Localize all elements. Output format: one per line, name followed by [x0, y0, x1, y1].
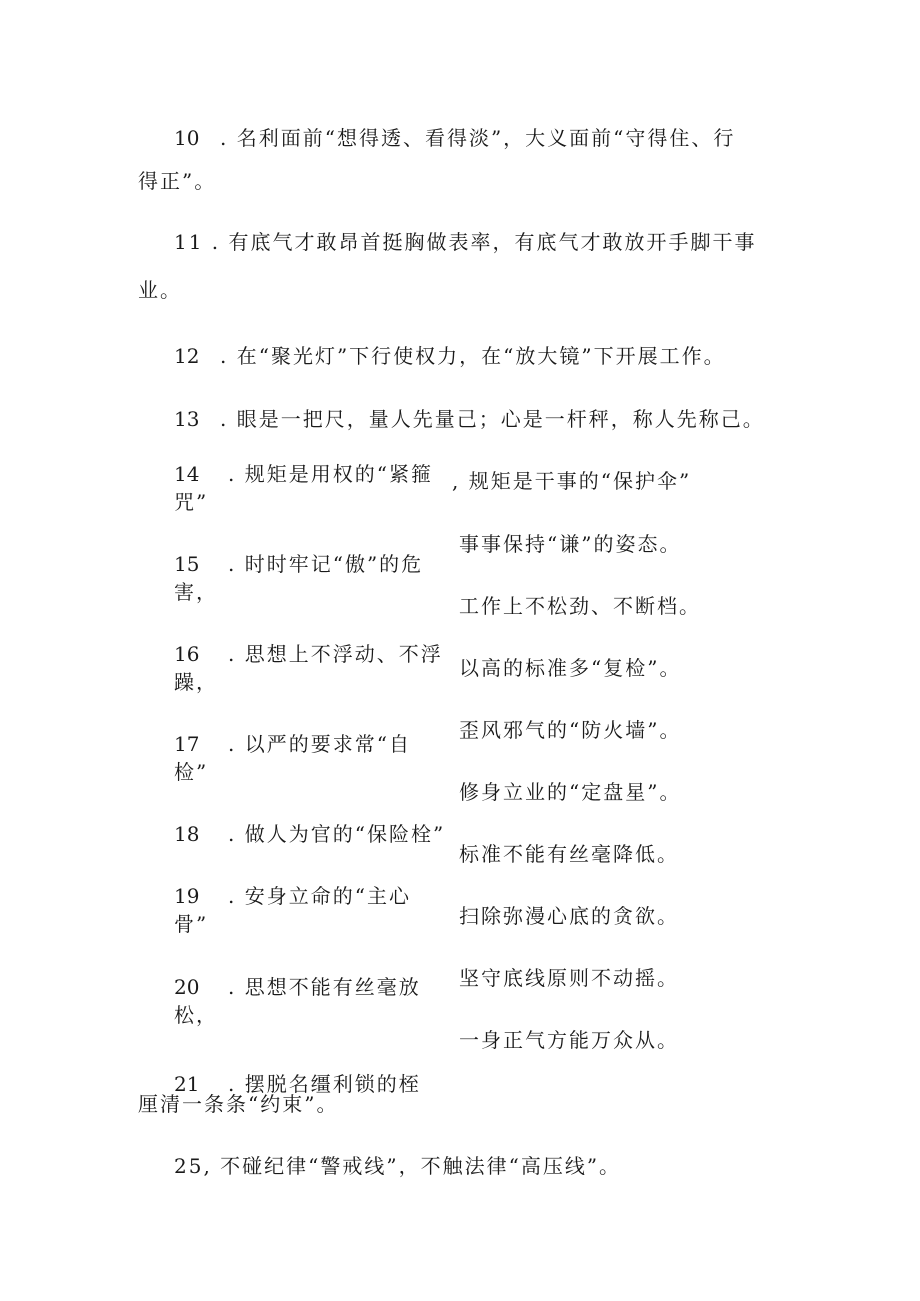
- item-14-text: . 规矩是用权的“紧箍: [228, 462, 433, 486]
- item-10-continuation: 得正”。: [138, 169, 217, 193]
- item-13-text: . 眼是一把尺，量人先量己；心是一杆秤，称人先称己。: [220, 407, 765, 431]
- right-line-6: 修身立业的“定盘星”。: [459, 780, 682, 804]
- item-16-continuation: 躁，: [174, 670, 218, 694]
- item-20-text: . 思想不能有丝毫放: [228, 975, 421, 999]
- item-13-number: 13: [174, 407, 200, 431]
- right-line-8: 扫除弥漫心底的贪欲。: [459, 904, 679, 928]
- item-20-continuation: 松，: [174, 1003, 218, 1027]
- item-10-text: . 名利面前“想得透、看得淡”，大义面前“守得住、行: [220, 126, 736, 150]
- right-line-4: 以高的标准多“复检”。: [459, 656, 682, 680]
- item-11-text: 11 . 有底气才敢昂首挺胸做表率，有底气才敢放开手脚干事: [174, 230, 757, 254]
- item-15-number: 15: [174, 552, 200, 576]
- right-line-10: 一身正气方能万众从。: [459, 1028, 679, 1052]
- item-15-continuation: 害，: [174, 580, 218, 604]
- item-15-text: . 时时牢记“傲”的危: [228, 552, 424, 576]
- right-line-2: 事事保持“谦”的姿态。: [459, 532, 682, 556]
- item-21-number: 21: [174, 1072, 200, 1096]
- right-line-5: 歪风邪气的“防火墙”。: [459, 718, 682, 742]
- item-10-number: 10: [174, 126, 200, 150]
- item-14-number: 14: [174, 462, 200, 486]
- item-25-text: 25, 不碰纪律“警戒线”，不触法律“高压线”。: [174, 1154, 622, 1178]
- item-18-text: . 做人为官的“保险栓”: [228, 822, 446, 846]
- item-16-number: 16: [174, 642, 200, 666]
- item-21-clipped-line: [170, 1064, 430, 1096]
- item-19-text: . 安身立命的“主心: [228, 884, 411, 908]
- tail-line: 厘清一条条“约束”。: [138, 1092, 339, 1116]
- item-11-continuation: 业。: [138, 278, 182, 302]
- item-16-text: . 思想上不浮动、不浮: [228, 642, 443, 666]
- right-line-7: 标准不能有丝毫降低。: [459, 842, 679, 866]
- item-12-number: 12: [174, 344, 200, 368]
- item-12-text: . 在“聚光灯”下行使权力，在“放大镜”下开展工作。: [220, 344, 726, 368]
- right-line-1: , 规矩是干事的“保护伞”: [452, 469, 692, 493]
- item-20-number: 20: [174, 975, 200, 999]
- item-19-continuation: 骨”: [174, 912, 209, 936]
- item-17-number: 17: [174, 732, 200, 756]
- item-14-continuation: 咒”: [174, 490, 209, 514]
- item-17-continuation: 检”: [174, 760, 209, 784]
- item-19-number: 19: [174, 884, 200, 908]
- right-line-9: 坚守底线原则不动摇。: [459, 966, 679, 990]
- right-line-3: 工作上不松劲、不断档。: [459, 594, 701, 618]
- item-17-text: . 以严的要求常“自: [228, 732, 411, 756]
- item-21-text: . 摆脱名缰利锁的桎: [228, 1072, 421, 1096]
- item-18-number: 18: [174, 822, 200, 846]
